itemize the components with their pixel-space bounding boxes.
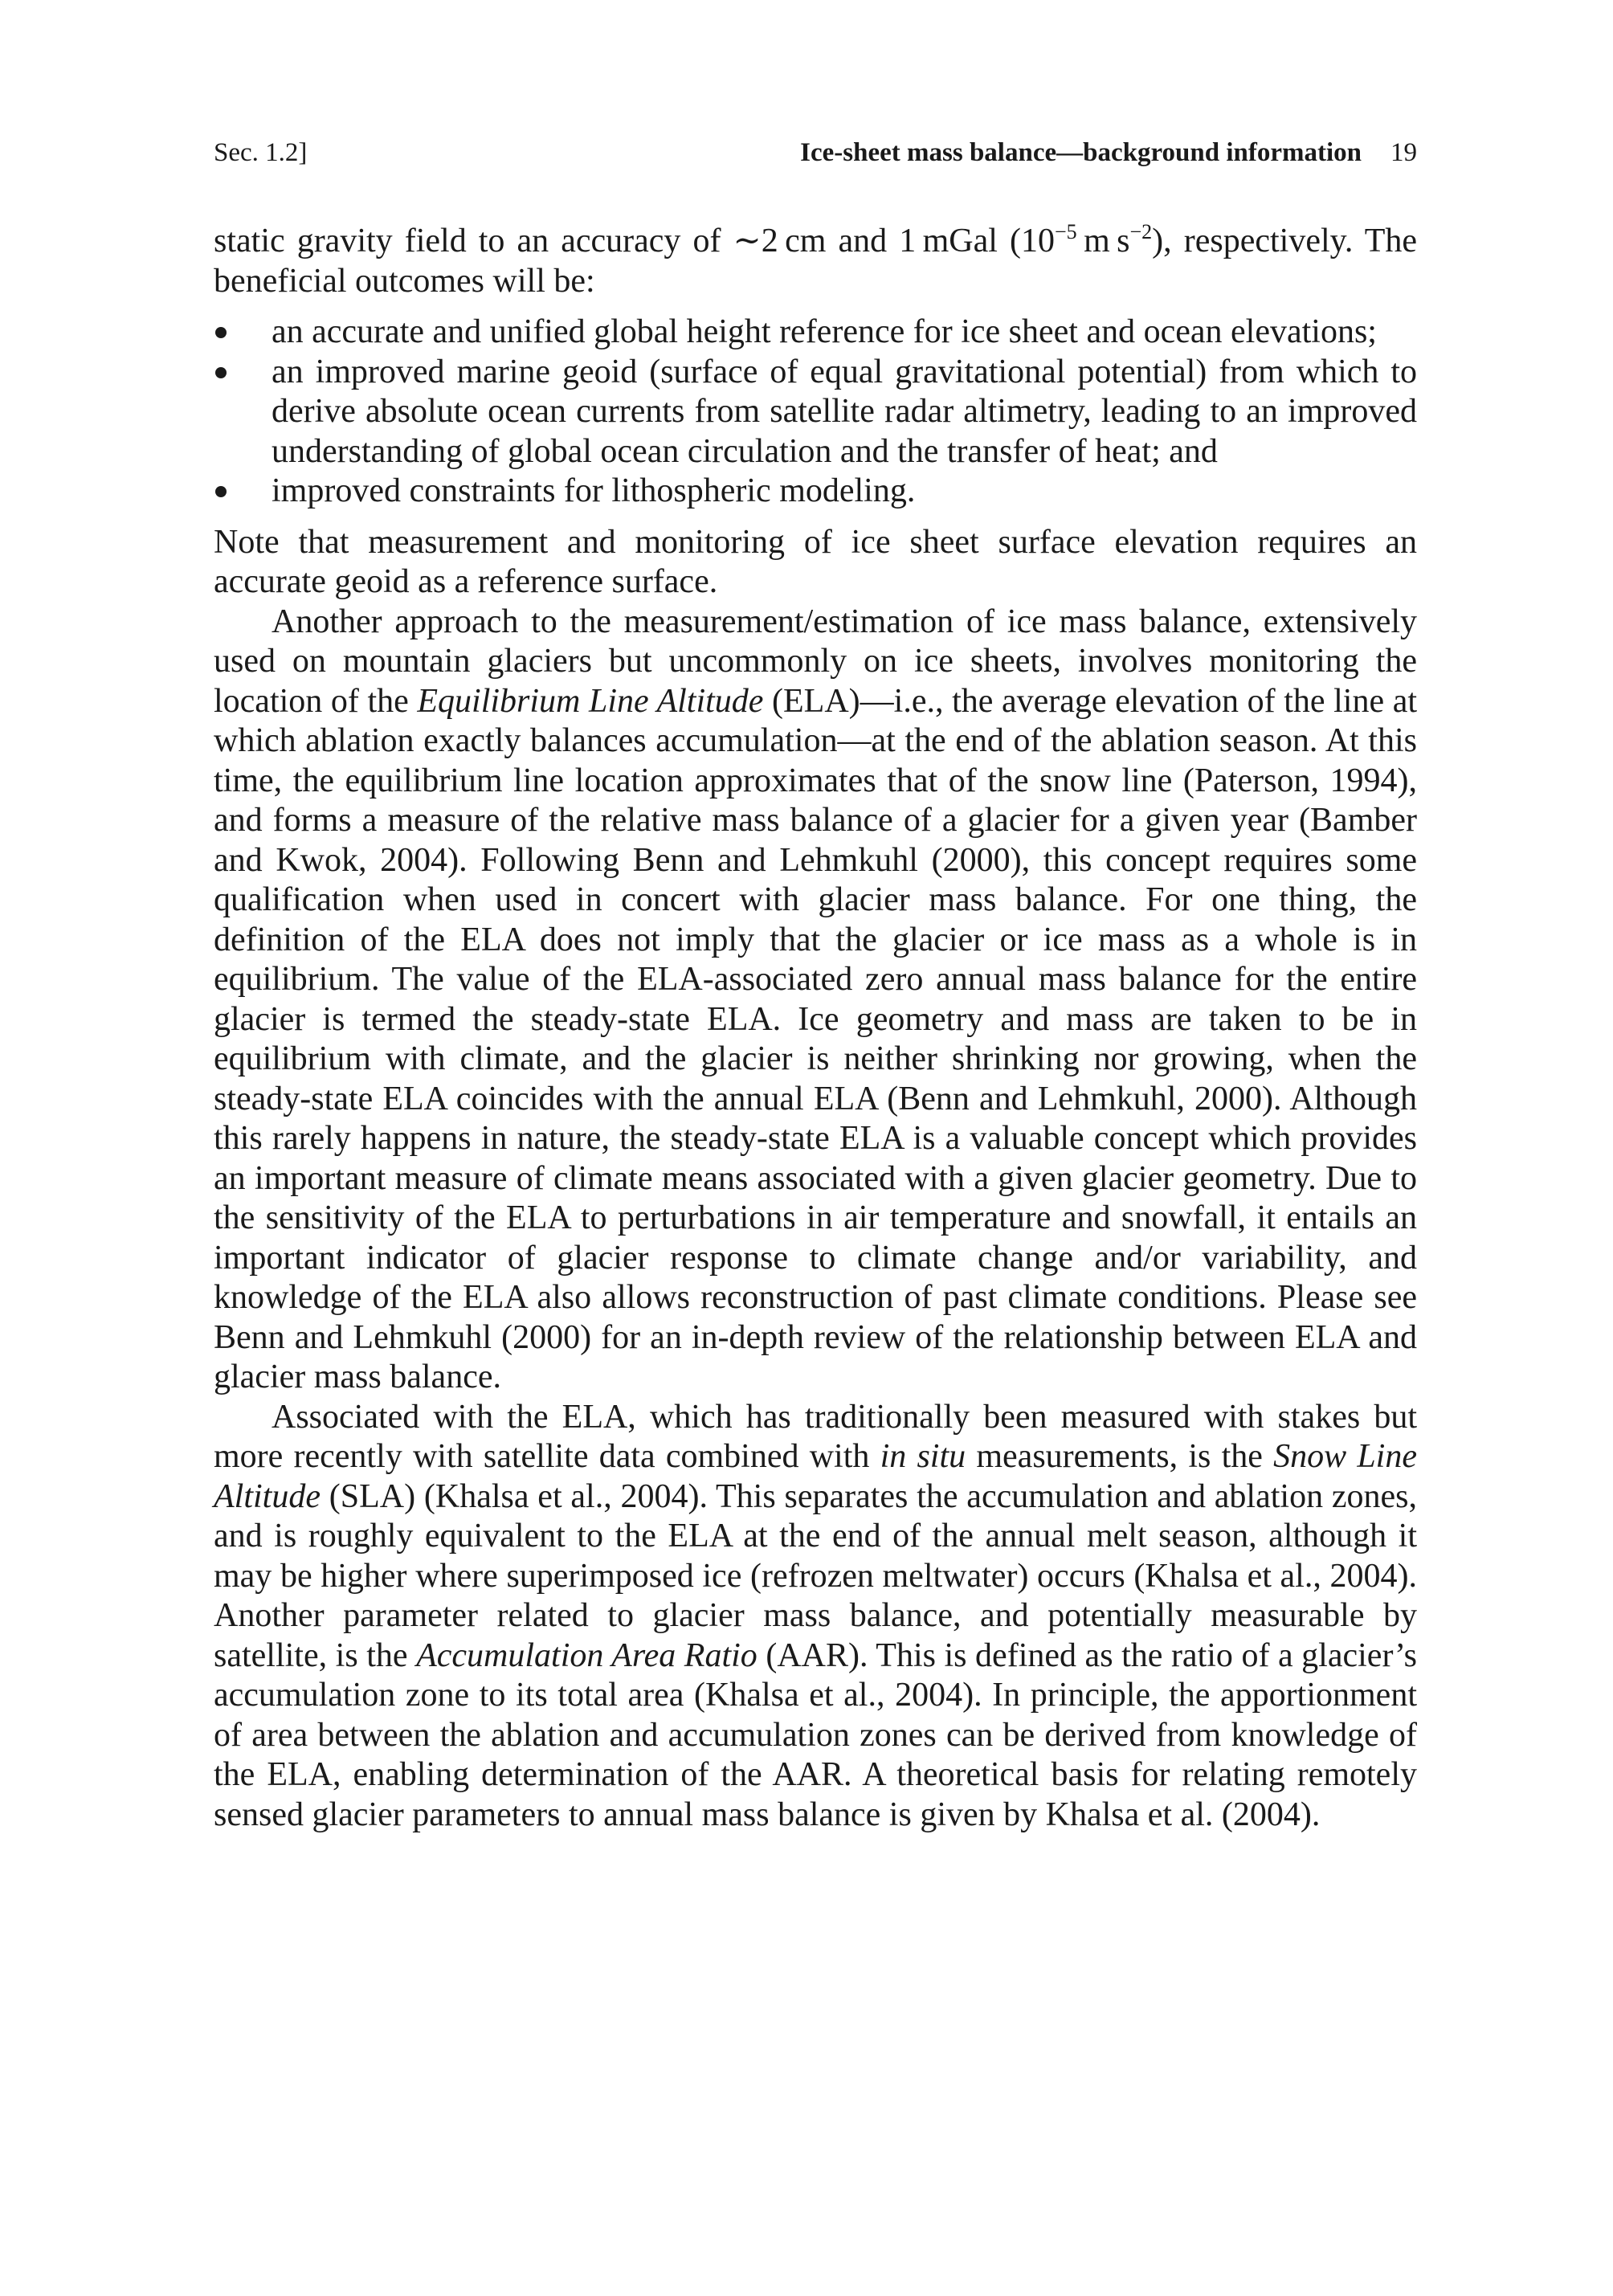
bullet-icon bbox=[215, 367, 227, 378]
sla-text-c: (SLA) (Khalsa et al., 2004). This separates the accumulation and ablation zones, and is roughly equivalent to the ELA at the end of the annual melt season, although it may be higher where superimposed ice (refrozen meltwater) occurs (Khalsa et al., 2004). Another parameter related to glacier mass balance, and potentially measurable by satellite, is the bbox=[214, 1477, 1417, 1674]
header-right bbox=[800, 137, 1417, 169]
body-text bbox=[214, 222, 1417, 1835]
sla-text-d: (AAR). This is defined as the ratio of a glacier’s accumulation zone to its total area (Khalsa et al., 2004). In principle, the apportionment of area between the ablation and accumulation zones can be derived from knowledge of the ELA, enabling determination of the AAR. A theoretical basis for relating remotely sensed glacier parameters to annual mass balance is given by Khalsa et al. (2004). bbox=[214, 1636, 1417, 1833]
intro-paragraph bbox=[214, 222, 1417, 301]
intro-text-d: ), respectively. The beneficial outcomes will be: bbox=[214, 223, 1418, 300]
running-title: Ice-sheet mass balance—background information bbox=[800, 138, 1362, 167]
in-situ-term: in situ bbox=[880, 1438, 966, 1475]
list-item bbox=[214, 353, 1417, 472]
list-item bbox=[214, 313, 1417, 353]
list-item-text: an accurate and unified global height reference for ice sheet and ocean elevations; bbox=[272, 313, 1377, 350]
intro-text-a: static gravity field to an accuracy of bbox=[214, 223, 733, 259]
exponent-1: −5 bbox=[1054, 220, 1077, 243]
ela-text-a: Another approach to the measurement/estimation of ice mass balance, extensively used on mountain glaciers but uncommonly on ice sheets, involves monitoring the location of the bbox=[214, 603, 1417, 720]
list-item bbox=[214, 472, 1417, 512]
ela-paragraph bbox=[214, 603, 1417, 1398]
exponent-2: −2 bbox=[1129, 220, 1153, 243]
ela-text-b: (ELA)—i.e., the average elevation of the line at which ablation exactly balances accumulation—at the end of the ablation season. At this time, the equilibrium line location approximates that of the snow line (Paterson, 1994), and forms a measure of the relative mass balance of a glacier for a given year (Bamber and Kwok, 2004). Following Benn and Lehmkuhl (2000), this concept requires some qualification when used in concert with glacier mass balance. For one thing, the definition of the ELA does not imply that the glacier or ice mass as a whole is in equilibrium. The value of the ELA-associated zero annual mass balance for the entire glacier is termed the steady-state ELA. Ice geometry and mass are taken to be in equilibrium with climate, and the glacier is neither shrinking nor growing, when the steady-state ELA coincides with the annual ELA (Benn and Lehmkuhl, 2000). Although this rarely happens in nature, the steady-state ELA is a valuable concept which provides an important measure of climate means associated with a given glacier geometry. Due to the sensitivity of the ELA to perturbations in air temperature and snowfall, it entails an important indicator of glacier response to climate change and/or variability, and knowledge of the ELA also allows reconstruction of past climate conditions. Please see Benn and Lehmkuhl (2000) for an in-depth review of the relationship between ELA and glacier mass balance. bbox=[214, 682, 1418, 1395]
running-header bbox=[214, 137, 1417, 169]
page-number: 19 bbox=[1390, 138, 1417, 167]
intro-text-b: and 1 mGal (10 bbox=[826, 223, 1055, 259]
intro-text-c: m s bbox=[1076, 223, 1130, 259]
aar-term: Accumulation Area Ratio bbox=[416, 1636, 757, 1674]
intro-approx: ∼2 cm bbox=[733, 223, 827, 259]
list-item-text: improved constraints for lithospheric modeling. bbox=[272, 472, 916, 509]
sla-term: Snow Line Altitude bbox=[214, 1438, 1417, 1515]
outcomes-list bbox=[214, 313, 1417, 512]
note-paragraph: Note that measurement and monitoring of ice sheet surface elevation requires an accurate geoid as a reference surface. bbox=[214, 523, 1417, 600]
page bbox=[214, 137, 1417, 1835]
ela-term: Equilibrium Line Altitude bbox=[417, 682, 764, 720]
sla-paragraph bbox=[214, 1398, 1417, 1836]
list-item-text: an improved marine geoid (surface of equal gravitational potential) from which to derive absolute ocean currents from satellite radar altimetry, leading to an improved understanding of global ocean circulation and the transfer of heat; and bbox=[272, 353, 1417, 470]
section-label: Sec. 1.2] bbox=[214, 138, 308, 167]
bullet-icon bbox=[215, 327, 227, 338]
sla-text-b: measurements, is the bbox=[966, 1438, 1274, 1475]
sla-text-a: Associated with the ELA, which has traditionally been measured with stakes but more recently with satellite data combined with bbox=[214, 1398, 1417, 1475]
bullet-icon bbox=[215, 486, 227, 497]
